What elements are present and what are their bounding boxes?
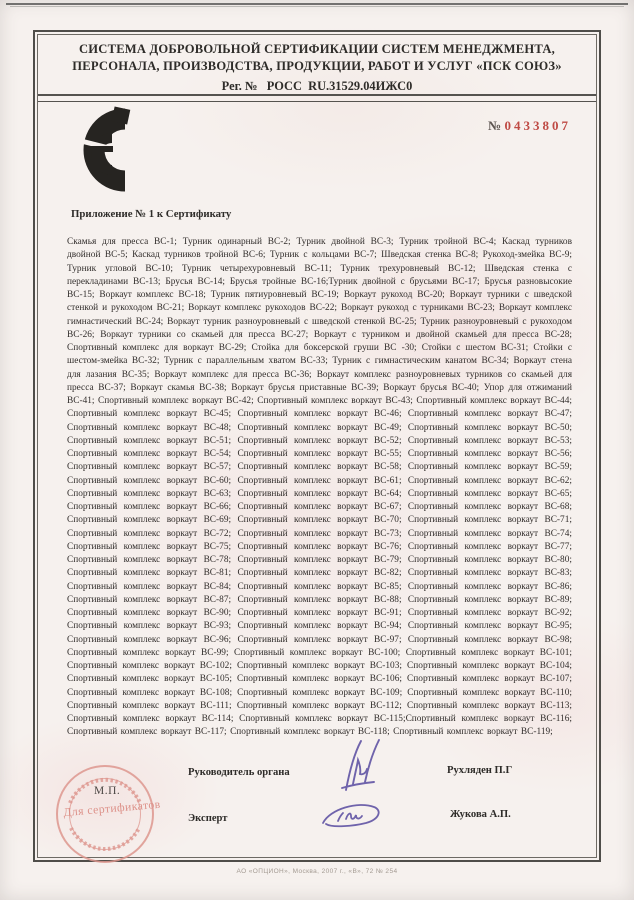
header-line-2: ПЕРСОНАЛА, ПРОИЗВОДСТВА, ПРОДУКЦИИ, РАБОТ И УСЛУГ «ПСК СОЮЗ» [72,59,562,73]
header-line-1: СИСТЕМА ДОБРОВОЛЬНОЙ СЕРТИФИКАЦИИ СИСТЕМ МЕНЕДЖМЕНТА, [79,42,555,56]
header-separator [38,94,596,102]
scan-edge-line [6,3,628,5]
c-mark-icon [55,102,143,198]
name-expert: Жукова А.П. [450,809,511,820]
product-list-paragraph: Скамья для пресса ВС-1; Турник одинарный ВС-2; Турник двойной ВС-3; Турник тройной ВС-4; Каскад турников двойной ВС-5; Каскад турников тройной ВС-6; Турник с кольцами ВС-7; Шведская стенка ВС-8; Рукоход-змейка ВС-9; Турник угловой ВС-10; Турник четырехуровневый ВС-11; Турник трехуровневый ВС-12; Шведская стенка с перекладинами ВС-13; Брусья ВС-14; Брусья тройные ВС-16;Турник двойной с брусьями ВС-17; Брусья разновысокие ВС-15; Воркаут комплекс ВС-18; Турник пятиуровневый ВС-19; Воркаут рукоход ВС-20; Воркаут турники с шведской стенкой и рукоходом ВС-21; Воркаут комплекс рукоходов ВС-22; Воркаут рукоход с турниками ВС-23; Воркаут комплекс гимнастический ВС-24; Воркаут турник разноуровневый с шведской стенкой ВС-25; Турник разноуровневый с рукоходом ВС-26; Воркаут турники со скамьей для пресса ВС-27; Воркаут с турником и двойной скамьей для пресса ВС-28; Спортивный комплекс для воркаут ВС-29; Стойка для боксерской груши ВС -30; Стойки с шестом ВС-31; Стойки с шестом-змейка ВС-32; Турник с параллельным хватом ВС-33; Турник с гимнастическим канатом ВС-34; Воркаут стена для лазания ВС-35; Воркаут комплекс для пресса ВС-36; Воркаут комплекс разноуровневых турников со скамьей для пресса ВС-37; Воркаут скамья ВС-38; Воркаут брусья приставные ВС-39; Воркаут брусья ВС-40; Упор для отжиманий ВС-41; Спортивный комплекс воркаут ВС-42; Спортивный комплекс воркаут ВС-43; Спортивный комплекс воркаут ВС-44; Спортивный комплекс воркаут ВС-45; Спортивный комплекс воркаут ВС-46; Спортивный комплекс воркаут ВС-47; Спортивный комплекс воркаут ВС-48; Спортивный комплекс воркаут ВС-49; Спортивный комплекс воркаут ВС-50; Спортивный комплекс воркаут ВС-51; Спортивный комплекс воркаут ВС-52; Спортивный комплекс воркаут ВС-53; Спортивный комплекс воркаут ВС-54; Спортивный комплекс воркаут ВС-55; Спортивный комплекс воркаут ВС-56; Спортивный комплекс воркаут ВС-57; Спортивный комплекс воркаут ВС-58; Спортивный комплекс воркаут ВС-59; Спортивный комплекс воркаут ВС-60; Спортивный комплекс воркаут ВС-61; Спортивный комплекс воркаут ВС-62; Спортивный комплекс воркаут ВС-63; Спортивный комплекс воркаут ВС-64; Спортивный комплекс воркаут ВС-65; Спортивный комплекс воркаут ВС-66; Спортивный комплекс воркаут ВС-67; Спортивный комплекс воркаут ВС-68; Спортивный комплекс воркаут ВС-69; Спортивный комплекс воркаут ВС-70; Спортивный комплекс воркаут ВС-71; Спортивный комплекс воркаут ВС-72; Спортивный комплекс воркаут ВС-73; Спортивный комплекс воркаут ВС-74; Спортивный комплекс воркаут ВС-75; Спортивный комплекс воркаут ВС-76; Спортивный комплекс воркаут ВС-77; Спортивный комплекс воркаут ВС-78; Спортивный комплекс воркаут ВС-79; Спортивный комплекс воркаут ВС-80; Спортивный комплекс воркаут ВС-81; Спортивный комплекс воркаут ВС-82; Спортивный комплекс воркаут ВС-83; Спортивный комплекс воркаут ВС-84; Спортивный комплекс воркаут ВС-85; Спортивный комплекс воркаут ВС-86; Спортивный комплекс воркаут ВС-87; Спортивный комплекс воркаут ВС-88; Спортивный комплекс воркаут ВС-89; Спортивный комплекс воркаут ВС-90; Спортивный комплекс воркаут ВС-91; Спортивный комплекс воркаут ВС-92; Спортивный комплекс воркаут ВС-93; Спортивный комплекс воркаут ВС-94; Спортивный комплекс воркаут ВС-95; Спортивный комплекс воркаут ВС-96; Спортивный комплекс воркаут ВС-97; Спортивный комплекс воркаут ВС-98; Спортивный комплекс воркаут ВС-99; Спортивный комплекс воркаут ВС-100; Спортивный комплекс воркаут ВС-101; Спортивный комплекс воркаут ВС-102; Спортивный комплекс воркаут ВС-103; Спортивный комплекс воркаут ВС-104; Спортивный комплекс воркаут ВС-105; Спортивный комплекс воркаут ВС-106; Спортивный комплекс воркаут ВС-107; Спортивный комплекс воркаут ВС-108; Спортивный комплекс воркаут ВС-109; Спортивный комплекс воркаут ВС-110; Спортивный комплекс воркаут ВС-111; Спортивный комплекс воркаут ВС-112; Спортивный комплекс воркаут ВС-113; Спортивный комплекс воркаут ВС-114; Спортивный комплекс воркаут ВС-115;Спортивный комплекс воркаут ВС-116; Спортивный комплекс воркаут ВС-117; Спортивный комплекс воркаут ВС-118; Спортивный комплекс воркаут ВС-119; [67,237,572,738]
header [35,32,599,94]
certificate-frame [33,30,601,862]
printer-footer-note: АО «ОПЦИОН», Москва, 2007 г., «В», 72 № 254 [236,868,398,875]
appendix-title: Приложение № 1 к Сертификату [71,208,232,220]
number-sign: № [488,118,505,133]
certification-mark-logo [55,102,143,198]
certificate-serial-number [469,102,571,150]
scan-edge-line-2 [10,6,624,7]
role-label-expert: Эксперт [188,813,228,824]
stamp-place-label: М.П. [94,785,121,797]
number-digits: 0433807 [504,118,571,133]
stamp-purpose-text: Для сертификатов [62,796,162,820]
registration-number-line: Рег. № РОСС RU.31529.04ИЖС0 [221,79,413,93]
role-label-head: Руководитель органа [188,767,290,778]
name-head: Рухляден П.Г [447,765,513,776]
